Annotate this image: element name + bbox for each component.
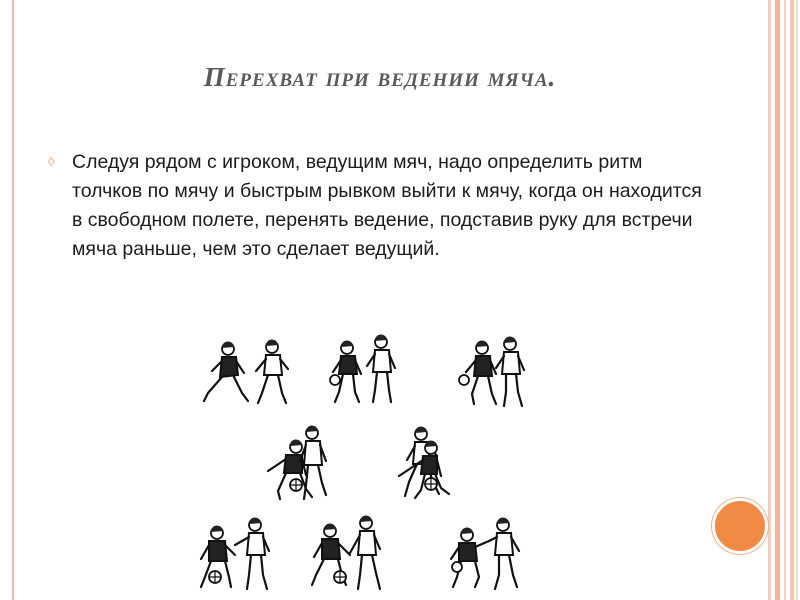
- right-decor-stripe: [775, 0, 780, 600]
- right-decor-stripe: [790, 0, 794, 600]
- player-pair-figure: [325, 330, 405, 410]
- right-decor-stripe: [784, 0, 786, 600]
- player-pair-figure: [452, 332, 532, 412]
- right-decor-stripe: [768, 0, 771, 600]
- player-pair-figure: [260, 425, 340, 505]
- player-pair-figure: [200, 335, 300, 410]
- left-border-line: [12, 0, 14, 600]
- right-decor-stripe: [796, 0, 798, 600]
- bullet-list: [48, 148, 708, 264]
- orange-circle-decoration: [712, 498, 768, 554]
- basketball-interception-sequence-illustration: [190, 330, 590, 595]
- diamond-bullet-icon: ◊: [48, 154, 55, 169]
- slide-title: Перехват при ведении мяча.: [203, 62, 557, 92]
- bullet-text: Следуя рядом с игроком, ведущим мяч, надо определить ритм толчков по мячу и быстрым рывком выйти к мячу, когда он находится в свободном полете, перенять ведение, подставив руку для встречи мяча раньше, чем это сделает ведущий.: [72, 151, 702, 260]
- player-pair-figure: [308, 513, 393, 595]
- player-pair-figure: [195, 515, 280, 595]
- player-pair-figure: [385, 422, 465, 504]
- player-pair-figure: [445, 515, 530, 595]
